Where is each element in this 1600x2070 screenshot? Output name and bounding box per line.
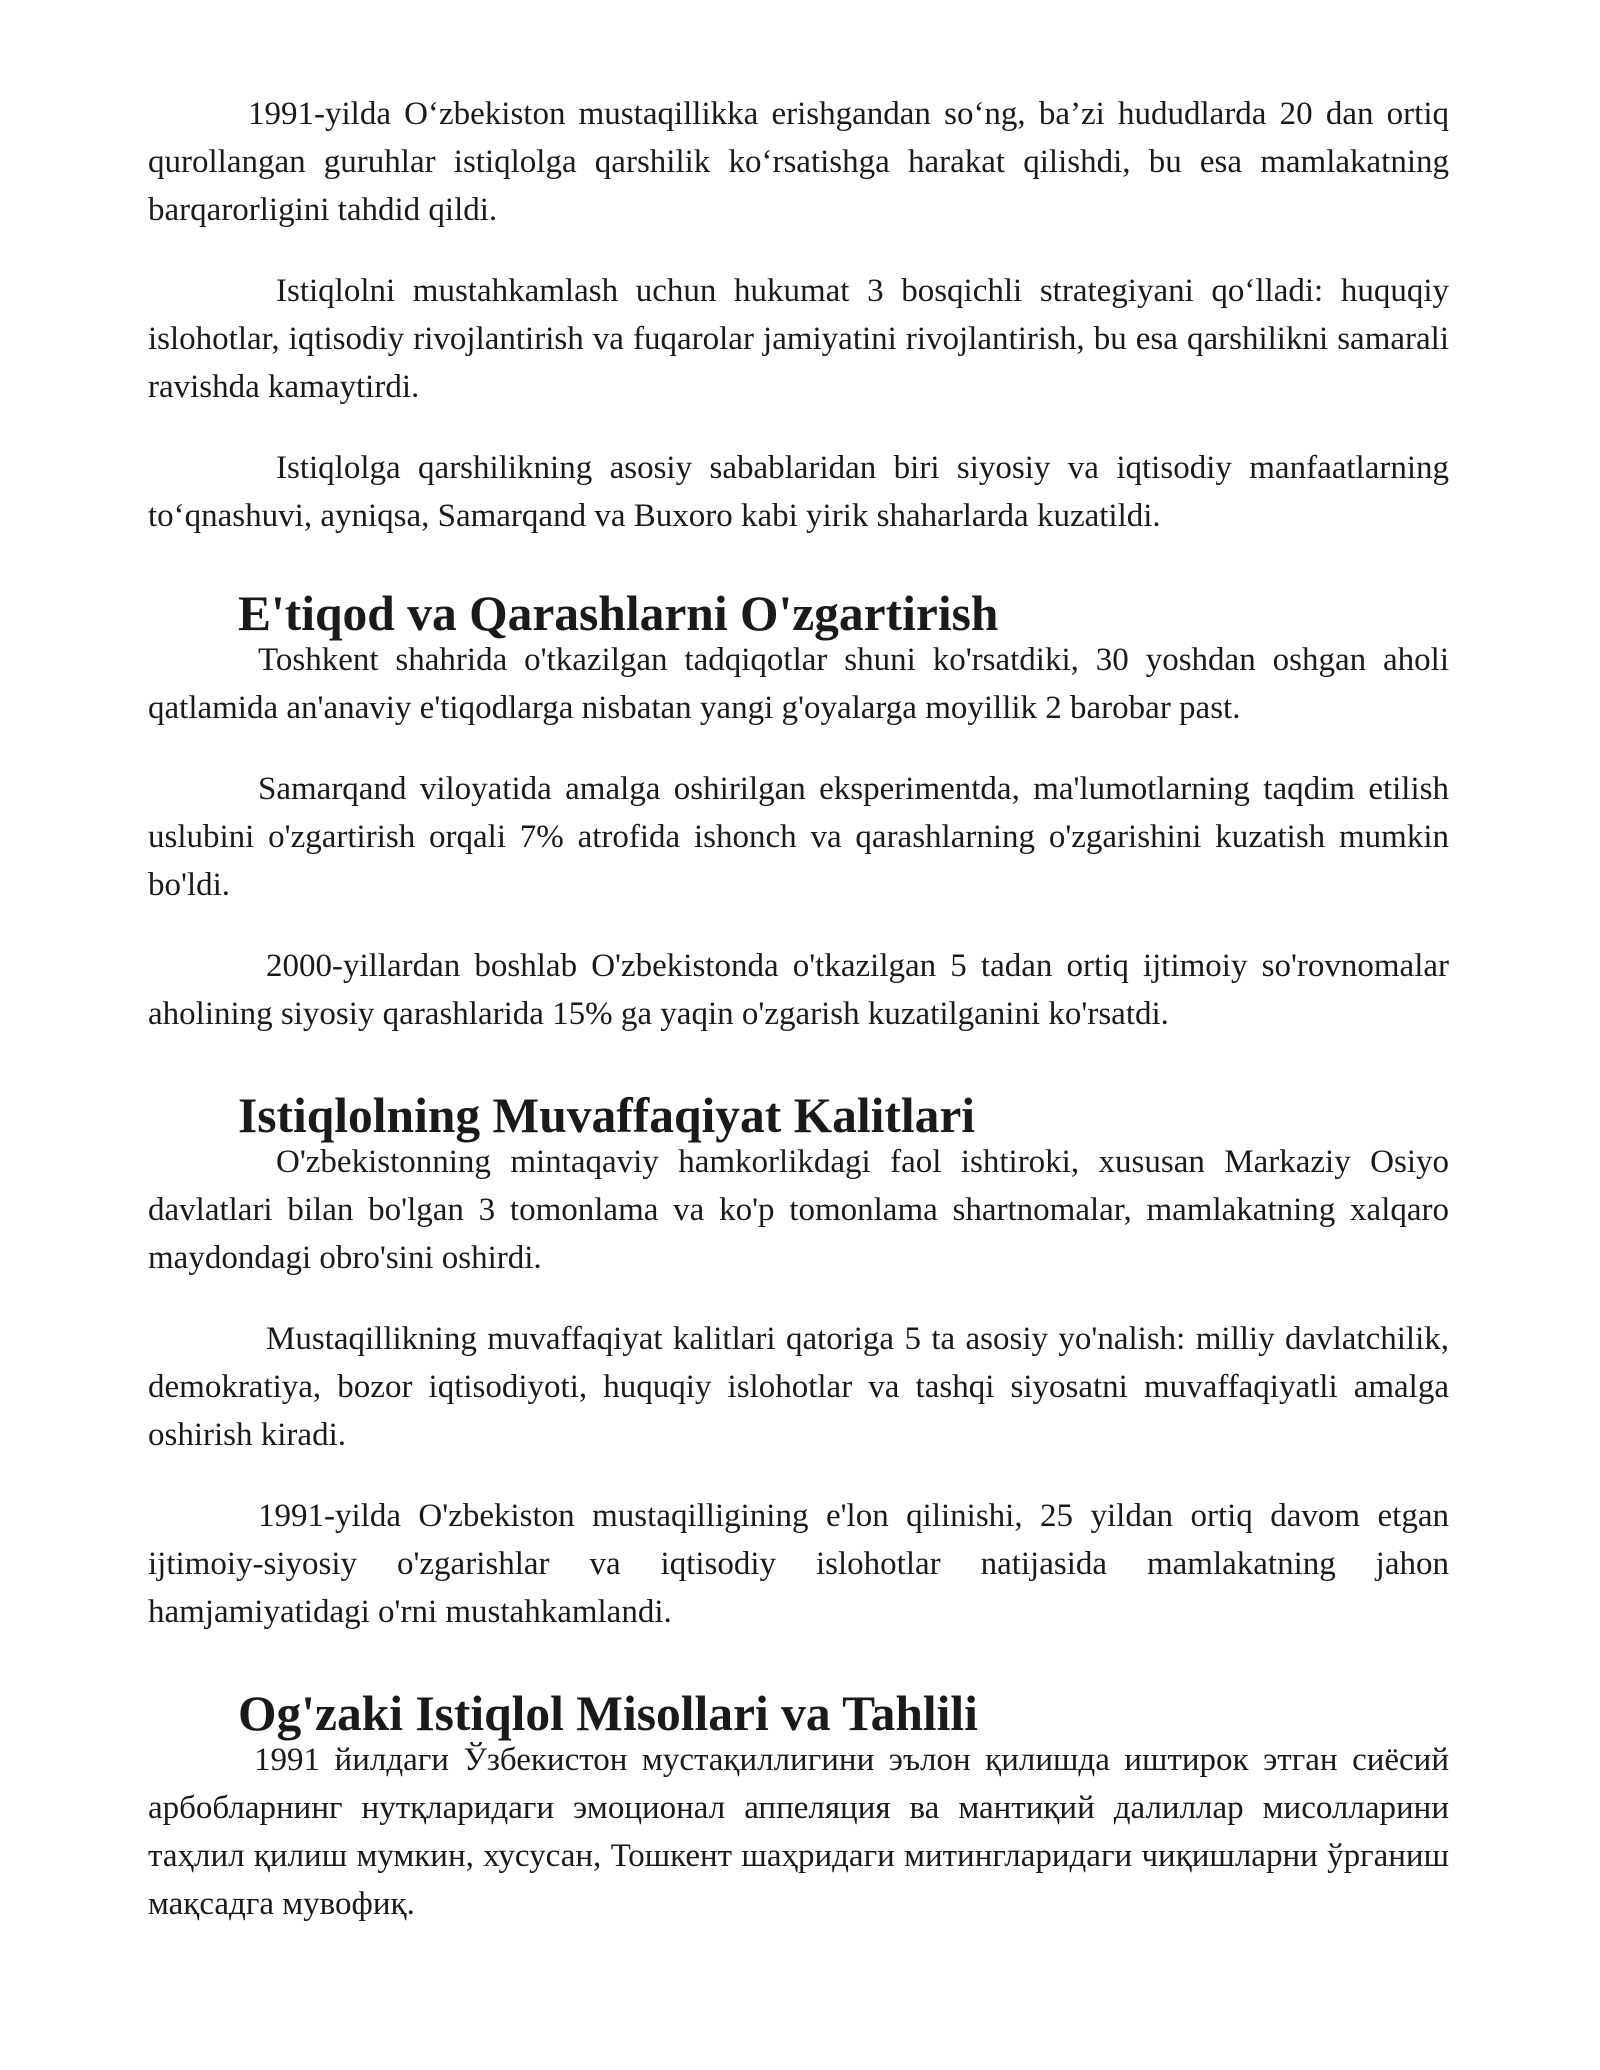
paragraph: 1991-yilda O‘zbekiston mustaqillikka erishgandan so‘ng, ba’zi hududlarda 20 dan ortiq qurollangan guruhlar istiqlolga qarshilik ko‘rsatishga harakat qilishdi, bu esa mamlakatning barqarorligini tahdid qildi. — [148, 96, 1449, 228]
paragraph: 2000-yillardan boshlab O'zbekistonda o'tkazilgan 5 tadan ortiq ijtimoiy so'rovnomalar aholining siyosiy qarashlarida 15% ga yaqin o'zgarish kuzatilganini ko'rsatdi. — [148, 948, 1449, 1032]
section-heading: E'tiqod va Qarashlarni O'zgartirish — [238, 586, 999, 641]
paragraph: Samarqand viloyatida amalga oshirilgan eksperimentda, ma'lumotlarning taqdim etilish uslubini o'zgartirish orqali 7% atrofida ishonch va qarashlarning o'zgarishini kuzatish mumkin bo'ldi. — [148, 771, 1449, 903]
paragraph: Mustaqillikning muvaffaqiyat kalitlari qatoriga 5 ta asosiy yo'nalish: milliy davlatchilik, demokratiya, bozor iqtisodiyoti, huquqiy islohotlar va tashqi siyosatni muvaffaqiyatli amalga oshirish kiradi. — [148, 1321, 1449, 1453]
paragraph: O'zbekistonning mintaqaviy hamkorlikdagi faol ishtiroki, xususan Markaziy Osiyo davlatlari bilan bo'lgan 3 tomonlama va ko'p tomonlama shartnomalar, mamlakatning xalqaro maydondagi obro'sini oshirdi. — [148, 1144, 1449, 1276]
paragraph: Istiqlolni mustahkamlash uchun hukumat 3 bosqichli strategiyani qo‘lladi: huquqiy islohotlar, iqtisodiy rivojlantirish va fuqarolar jamiyatini rivojlantirish, bu esa qarshilikni samarali ravishda kamaytirdi. — [148, 273, 1449, 405]
paragraph: 1991 йилдаги Ўзбекистон мустақиллигини эълон қилишда иштирок этган сиёсий арбобларнинг нутқларидаги эмоционал аппеляция ва мантиқий далиллар мисолларини таҳлил қилиш мумкин, хусусан, Тошкент шаҳридаги митингларидаги чиқишларни ўрганиш мақсадга мувофиқ. — [148, 1742, 1449, 1922]
paragraph: Istiqlolga qarshilikning asosiy sabablaridan biri siyosiy va iqtisodiy manfaatlarning to‘qnashuvi, ayniqsa, Samarqand va Buxoro kabi yirik shaharlarda kuzatildi. — [148, 450, 1449, 534]
section-heading: Og'zaki Istiqlol Misollari va Tahlili — [238, 1686, 978, 1741]
paragraph: 1991-yilda O'zbekiston mustaqilligining e'lon qilinishi, 25 yildan ortiq davom etgan ijtimoiy-siyosiy o'zgarishlar va iqtisodiy islohotlar natijasida mamlakatning jahon hamjamiyatidagi o'rni mustahkamlandi. — [148, 1498, 1449, 1630]
paragraph: Toshkent shahrida o'tkazilgan tadqiqotlar shuni ko'rsatdiki, 30 yoshdan oshgan aholi qatlamida an'anaviy e'tiqodlarga nisbatan yangi g'oyalarga moyillik 2 barobar past. — [148, 642, 1449, 726]
section-heading: Istiqlolning Muvaffaqiyat Kalitlari — [238, 1088, 976, 1143]
